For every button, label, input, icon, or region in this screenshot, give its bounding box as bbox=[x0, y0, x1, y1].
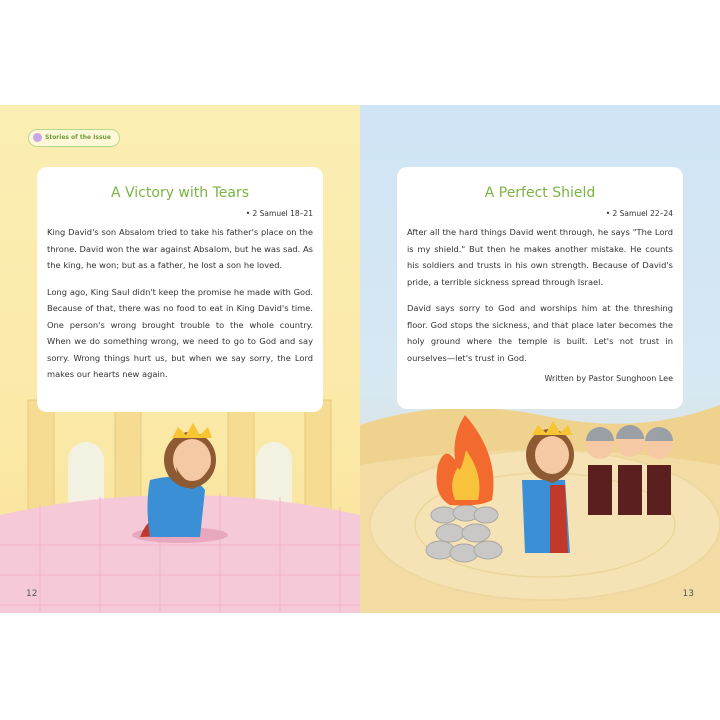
story-paragraph: After all the hard things David went through, he says "The Lord is my shield." But then he makes another mistake. He counts his soldiers and trusts in his own strength. Because of David's pride, a terrible sickness spread through Israel. bbox=[407, 227, 673, 287]
scripture-reference: • 2 Samuel 22–24 bbox=[605, 209, 673, 218]
book-spread bbox=[0, 105, 720, 613]
right-page bbox=[360, 105, 720, 613]
flower-icon bbox=[33, 133, 42, 142]
story-paragraph: King David's son Absalom tried to take his father's place on the throne. David won the war against Absalom, but he was sad. As the king, he won; but as a father, he lost a son he loved. bbox=[47, 227, 313, 270]
story-paragraph: David says sorry to God and worships him at the threshing floor. God stops the sickness, and that place later becomes the holy ground where the temple is built. Let's not trust in ourselves—let's trust in God. bbox=[407, 303, 673, 363]
author-credit: Written by Pastor Sunghoon Lee bbox=[544, 374, 673, 383]
story-card-left bbox=[37, 167, 323, 412]
story-title: A Victory with Tears bbox=[111, 185, 249, 201]
section-badge-label: Stories of the Issue bbox=[45, 134, 111, 141]
left-page bbox=[0, 105, 360, 613]
story-title: A Perfect Shield bbox=[484, 185, 596, 201]
section-badge bbox=[28, 129, 120, 147]
story-paragraph: Long ago, King Saul didn't keep the promise he made with God. Because of that, there was no food to eat in King David's time. One person's wrong brought trouble to the whole country. When we do something wrong, we need to go to God and say sorry. Wrong things hurt us, but when we say sorry, the Lord makes our hearts new again. bbox=[47, 286, 313, 379]
page-number: 12 bbox=[26, 589, 38, 599]
story-card-right bbox=[397, 167, 683, 409]
page-number: 13 bbox=[682, 589, 694, 599]
scripture-reference: • 2 Samuel 18–21 bbox=[245, 209, 313, 218]
